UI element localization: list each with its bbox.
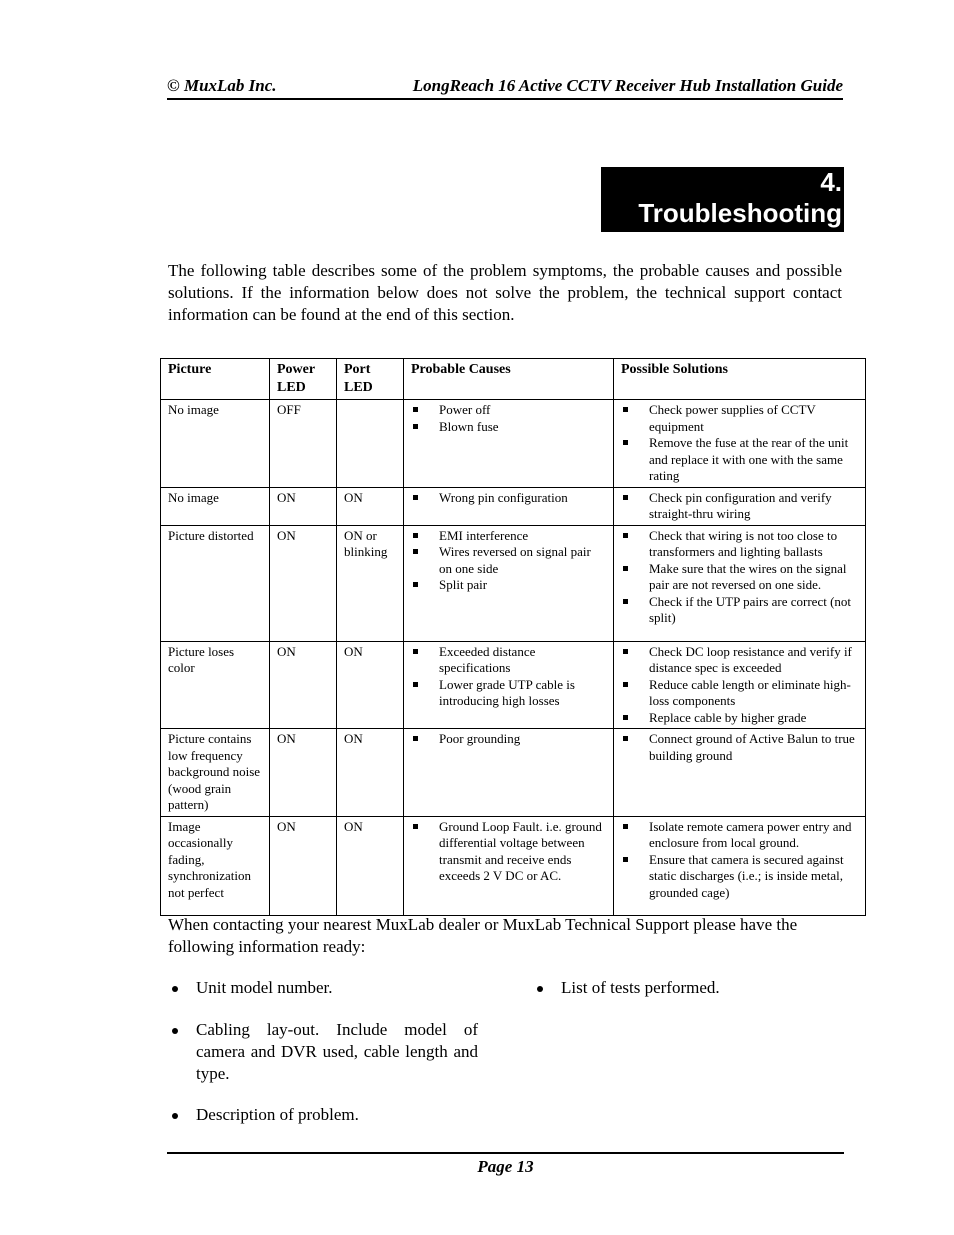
troubleshooting-table [160,358,866,916]
cause-item: Wires reversed on signal pair on one side [411,544,607,577]
solution-item: Isolate remote camera power entry and enclosure from local ground. [621,819,859,852]
cell-power-led: ON [270,641,337,729]
cause-item: Wrong pin configuration [411,490,607,507]
cell-port-led: ON [337,641,404,729]
cause-item: Power off [411,402,607,419]
checklist-item: Unit model number. [168,977,478,999]
solution-item: Make sure that the wires on the signal pair are not reversed on one side. [621,561,859,594]
chapter-number: 4. [820,167,842,197]
cell-solutions [614,641,866,729]
cause-item: Split pair [411,577,607,594]
table-row [161,400,866,488]
cell-solutions [614,729,866,817]
solution-item: Ensure that camera is secured against static discharges (i.e.; is inside metal, grounded cage) [621,852,859,902]
cause-item: EMI interference [411,528,607,545]
cause-item: Ground Loop Fault. i.e. ground differential voltage between transmit and receive ends exceeds 2 V DC or AC. [411,819,607,885]
cell-port-led: ON [337,487,404,525]
checklist-item: Description of problem. [168,1104,478,1126]
cell-causes [404,641,614,729]
checklist-item: List of tests performed. [533,977,843,999]
solution-item: Check that wiring is not too close to transformers and lighting ballasts [621,528,859,561]
cell-port-led: ON [337,816,404,915]
cause-item: Lower grade UTP cable is introducing high losses [411,677,607,710]
col-header-probable-causes: Probable Causes [404,359,614,400]
intro-paragraph: The following table describes some of the problem symptoms, the probable causes and possible solutions. If the information below does not solve the problem, the technical support contact information can be found at the end of this section. [168,261,842,324]
table-row [161,641,866,729]
chapter-heading [601,167,844,232]
cause-item: Exceeded distance specifications [411,644,607,677]
col-header-port-led: Port LED [337,359,404,400]
cell-picture: Picture loses color [161,641,270,729]
table-header-row [161,359,866,400]
solution-item: Connect ground of Active Balun to true building ground [621,731,859,764]
table-row [161,729,866,817]
cell-power-led: ON [270,729,337,817]
cell-solutions [614,816,866,915]
cell-port-led: ON [337,729,404,817]
table-row [161,487,866,525]
checklist-item: Cabling lay-out. Include model of camera and DVR used, cable length and type. [168,1019,478,1085]
page-header [167,74,843,100]
cell-picture: Picture contains low frequency background noise (wood grain pattern) [161,729,270,817]
cell-picture: Picture distorted [161,525,270,641]
cell-causes [404,816,614,915]
page-number: Page 13 [477,1157,534,1176]
cause-item: Blown fuse [411,419,607,436]
solution-item: Replace cable by higher grade [621,710,859,727]
cell-power-led: ON [270,525,337,641]
solution-item: Check if the UTP pairs are correct (not split) [621,594,859,627]
header-guide-title: LongReach 16 Active CCTV Receiver Hub Installation Guide [412,76,843,95]
checklist-column-left [168,1019,478,1085]
cell-solutions [614,400,866,488]
cell-solutions [614,487,866,525]
table-row [161,816,866,915]
cell-power-led: ON [270,816,337,915]
cause-item: Poor grounding [411,731,607,748]
solution-item: Check DC loop resistance and verify if distance spec is exceeded [621,644,859,677]
solution-item: Remove the fuse at the rear of the unit and replace it with one with the same rating [621,435,859,485]
checklist-column-left [168,977,478,999]
checklist-column-right [533,977,843,999]
cell-port-led [337,400,404,488]
cell-causes [404,400,614,488]
table-row [161,525,866,641]
solution-item: Reduce cable length or eliminate high-loss components [621,677,859,710]
footer-divider [167,1152,844,1154]
cell-power-led: OFF [270,400,337,488]
checklist-column-left [168,1104,478,1126]
cell-power-led: ON [270,487,337,525]
cell-picture: Image occasionally fading, synchronization not perfect [161,816,270,915]
solution-item: Check power supplies of CCTV equipment [621,402,859,435]
contact-paragraph: When contacting your nearest MuxLab dealer or MuxLab Technical Support please have the following information ready: [168,915,798,956]
col-header-power-led: Power LED [270,359,337,400]
col-header-possible-solutions: Possible Solutions [614,359,866,400]
chapter-title: Troubleshooting [638,198,842,228]
cell-port-led: ON or blinking [337,525,404,641]
cell-causes [404,487,614,525]
col-header-picture: Picture [161,359,270,400]
header-company: © MuxLab Inc. [167,76,277,95]
cell-solutions [614,525,866,641]
cell-picture: No image [161,400,270,488]
cell-picture: No image [161,487,270,525]
cell-causes [404,525,614,641]
cell-causes [404,729,614,817]
solution-item: Check pin configuration and verify straight-thru wiring [621,490,859,523]
